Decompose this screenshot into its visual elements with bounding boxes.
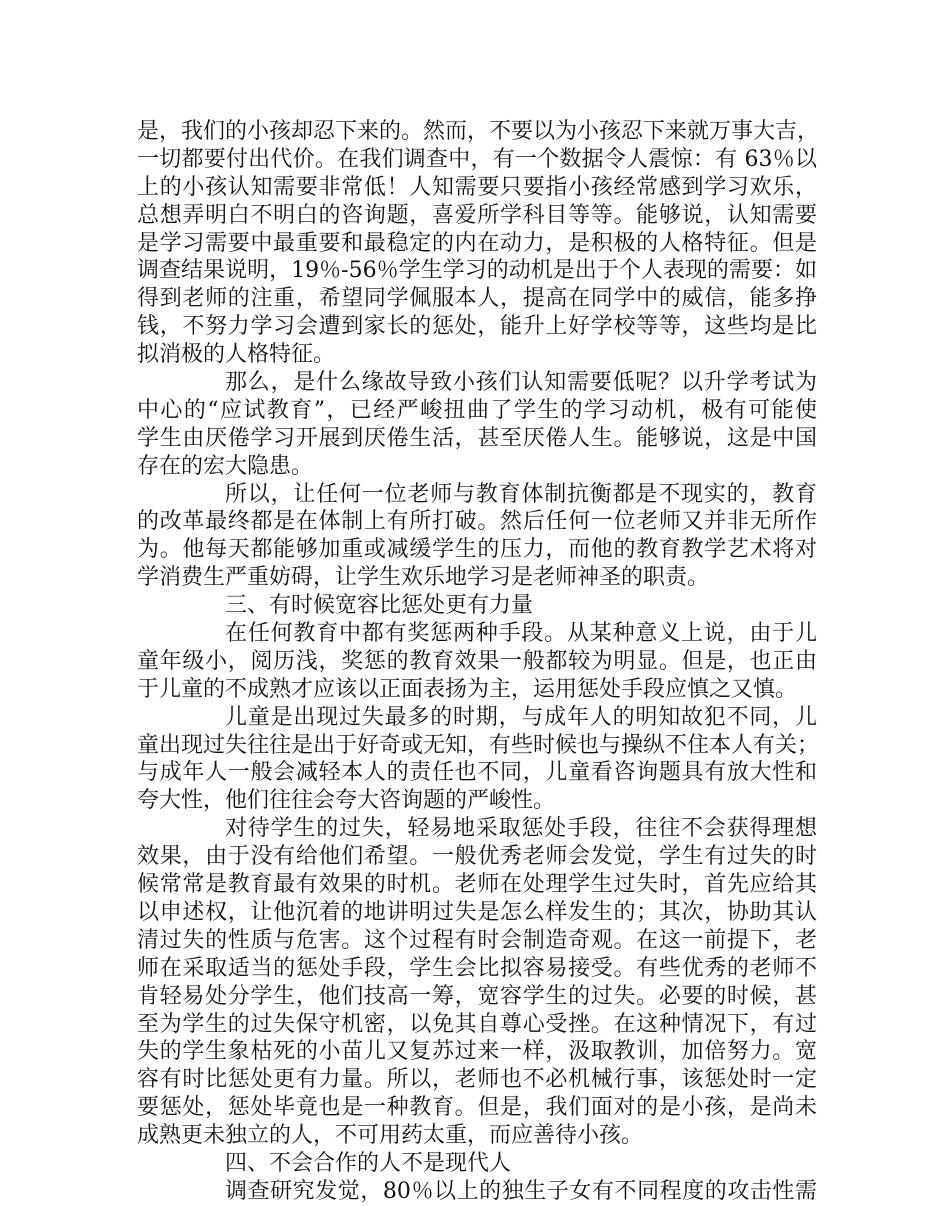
text-line: 清过失的性质与危害。这个过程有时会制造奇观。在这一前提下，老 — [137, 927, 817, 953]
text-line: 以申述权，让他沉着的地讲明过失是怎么样发生的；其次，协助其认 — [137, 899, 817, 925]
text-line: 容有时比惩处更有力量。所以，老师也不必机械行事，该惩处时一定 — [137, 1067, 817, 1093]
text-line: 与成年人一般会减轻本人的责任也不同，儿童看咨询题具有放大性和 — [137, 760, 817, 786]
text-line: 那么，是什么缘故导致小孩们认知需要低呢？以升学考试为 — [225, 370, 817, 396]
text-line: 候常常是教育最有效果的时机。老师在处理学生过失时，首先应给其 — [137, 872, 817, 898]
text-line: 至为学生的过失保守机密，以免其自尊心受挫。在这种情况下，有过 — [137, 1011, 817, 1037]
text-line: 肯轻易处分学生，他们技高一筹，宽容学生的过失。必要的时候，甚 — [137, 983, 817, 1009]
text-line: 总想弄明白不明白的咨询题，喜爱所学科目等等。能够说，认知需要 — [137, 202, 817, 228]
text-line: 中心的“应试教育”，已经严峻扭曲了学生的学习动机，极有可能使 — [137, 397, 817, 423]
text-line: 为。他每天都能够加重或减缓学生的压力，而他的教育教学艺术将对 — [137, 537, 817, 563]
text-line: 调查研究发觉，80％以上的独生子女有不同程度的攻击性需 — [225, 1178, 817, 1204]
text-line: 夸大性，他们往往会夸大咨询题的严峻性。 — [137, 788, 556, 814]
text-line: 于儿童的不成熟才应该以正面表扬为主，运用惩处手段应慎之又慎。 — [137, 676, 798, 702]
text-line: 上的小孩认知需要非常低！人知需要只要指小孩经常感到学习欢乐， — [137, 174, 817, 200]
text-line: 的改革最终都是在体制上有所打破。然后任何一位老师又并非无所作 — [137, 509, 817, 535]
text-line: 失的学生象枯死的小苗儿又复苏过来一样，汲取教训，加倍努力。宽 — [137, 1039, 817, 1065]
text-line: 四、不会合作的人不是现代人 — [225, 1150, 512, 1176]
body-text — [137, 118, 820, 1206]
text-line: 师在采取适当的惩处手段，学生会比拟容易接受。有些优秀的老师不 — [137, 955, 817, 981]
text-line: 效果，由于没有给他们希望。一般优秀老师会发觉，学生有过失的时 — [137, 844, 817, 870]
text-line: 学生由厌倦学习开展到厌倦生活，甚至厌倦人生。能够说，这是中国 — [137, 425, 817, 451]
text-line: 要惩处，惩处毕竟也是一种教育。但是，我们面对的是小孩，是尚未 — [137, 1095, 817, 1121]
text-line: 拟消极的人格特征。 — [137, 342, 336, 368]
text-line: 是学习需要中最重要和最稳定的内在动力，是积极的人格特征。但是 — [137, 230, 817, 256]
text-line: 童年级小，阅历浅，奖惩的教育效果一般都较为明显。但是，也正由 — [137, 648, 817, 674]
text-line: 学消费生严重妨碍，让学生欢乐地学习是老师神圣的职责。 — [137, 565, 710, 591]
text-line: 在任何教育中都有奖惩两种手段。从某种意义上说，由于儿 — [225, 621, 817, 647]
text-line: 所以，让任何一位老师与教育体制抗衡都是不现实的，教育 — [225, 481, 817, 507]
text-line: 钱，不努力学习会遭到家长的惩处，能升上好学校等等，这些均是比 — [137, 314, 817, 340]
text-line: 是，我们的小孩却忍下来的。然而，不要以为小孩忍下来就万事大吉， — [137, 119, 820, 144]
text-line: 三、有时候宽容比惩处更有力量 — [225, 593, 534, 619]
text-line: 对待学生的过失，轻易地采取惩处手段，往往不会获得理想 — [225, 816, 817, 842]
text-line: 儿童是出现过失最多的时期，与成年人的明知故犯不同，儿 — [225, 704, 817, 730]
text-line: 存在的宏大隐患。 — [137, 453, 314, 479]
text-line: 童出现过失往往是出于好奇或无知，有些时候也与操纵不住本人有关； — [137, 732, 820, 758]
text-line: 一切都要付出代价。在我们调查中，有一个数据令人震惊：有 63％以 — [137, 146, 817, 172]
text-line: 调查结果说明，19％-56％学生学习的动机是出于个人表现的需要：如 — [137, 258, 817, 284]
text-line: 得到老师的注重，希望同学佩服本人，提高在同学中的威信，能多挣 — [137, 286, 817, 312]
text-line: 成熟更未独立的人，不可用药太重，而应善待小孩。 — [137, 1123, 644, 1149]
